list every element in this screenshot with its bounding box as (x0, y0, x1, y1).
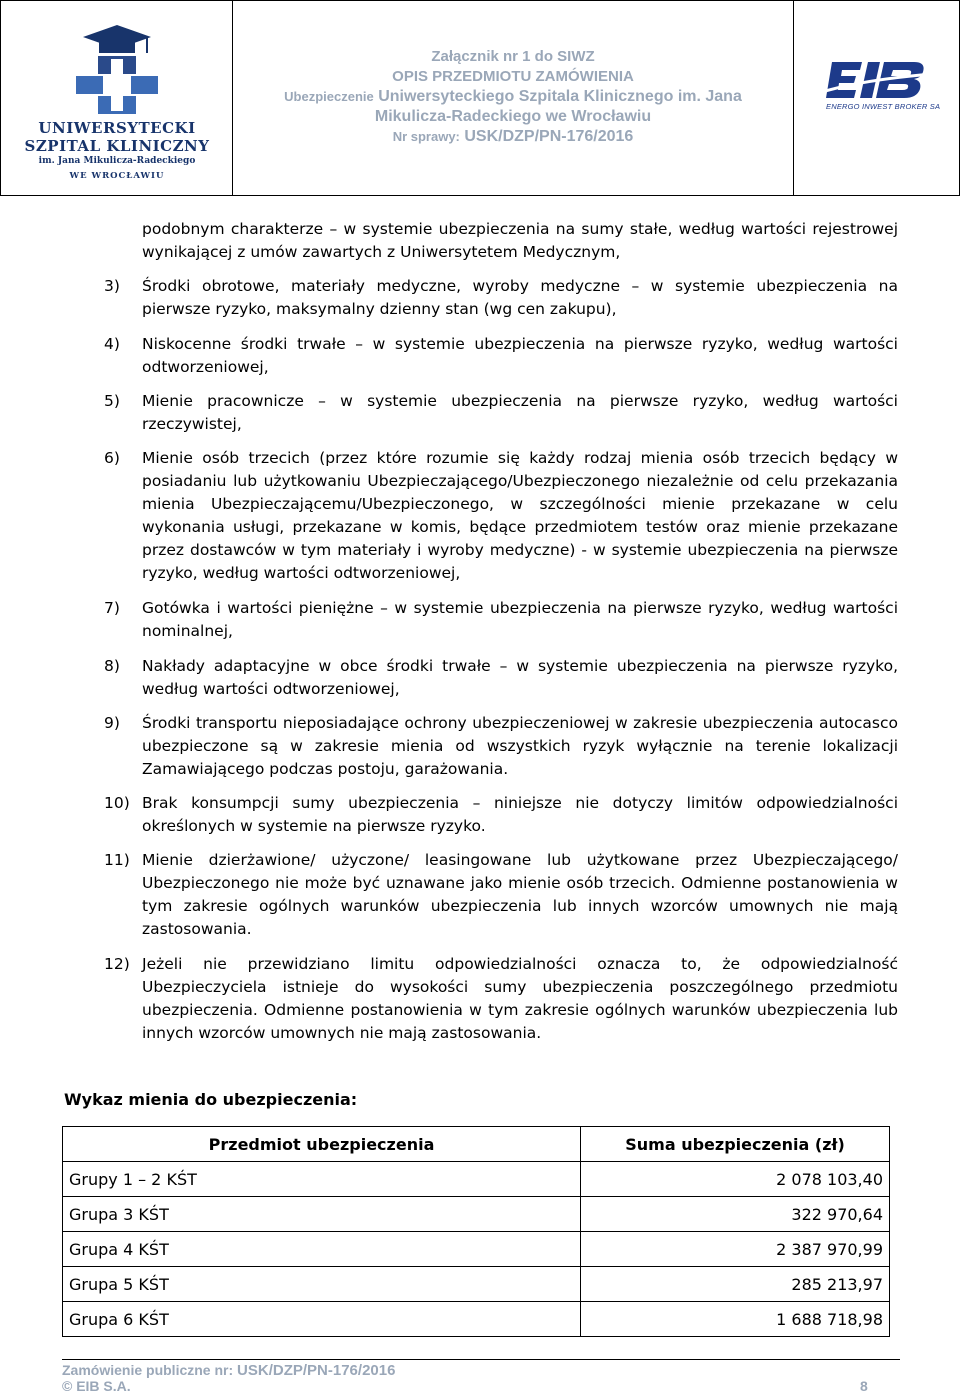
list-item-text: Brak konsumpcji sumy ubezpieczenia – niniejsze nie dotyczy limitów odpowiedzialności określonych w systemie na pierwsze ryzyko. (142, 794, 898, 835)
list-item (104, 792, 898, 838)
list-item-text: Nakłady adaptacyjne w obce środki trwałe – w systemie ubezpieczenia na pierwsze ryzyko, według wartości odtworzeniowej, (142, 657, 898, 698)
table-row (63, 1302, 890, 1337)
list-item (104, 655, 898, 701)
broker-logo (794, 1, 959, 195)
page-header (0, 0, 960, 196)
list-item-number: 3) (104, 277, 120, 295)
case-number-code: USK/DZP/PN-176/2016 (464, 128, 634, 145)
assets-table (62, 1126, 890, 1337)
list-item (104, 390, 898, 436)
asset-name-cell: Grupa 6 KŚT (63, 1302, 581, 1337)
asset-value-cell: 2 078 103,40 (581, 1162, 890, 1197)
subject-prefix: Ubezpieczenie (284, 89, 374, 104)
list-item-number: 11) (104, 851, 130, 869)
page-number: 8 (860, 1378, 868, 1394)
asset-name-cell: Grupa 5 KŚT (63, 1267, 581, 1302)
column-header-subject: Przedmiot ubezpieczenia (63, 1127, 581, 1162)
hospital-name-line2: SZPITAL KLINICZNY (24, 137, 210, 155)
list-item-text: Niskocenne środki trwałe – w systemie ubezpieczenia na pierwsze ryzyko, według wartości odtworzeniowej, (142, 335, 898, 376)
list-item-text: Mienie dzierżawione/ użyczone/ leasingowane lub użytkowane przez Ubezpieczającego/ Ubezpieczonego nie może być uznawane jako mienie osób trzecich. Odmienne postanowienia w tym zakresie ogólnych warunków ubezpieczenia lub innych wzorców umownych nie mają zastosowania. (142, 851, 898, 938)
list-item-text: Mienie osób trzecich (przez które rozumie się każdy rodzaj mienia osób trzecich będący w posiadaniu lub użytkowaniu Ubezpieczającego/Ubezpieczonego niezależnie od celu przekazania mienia Ubezpieczającemu/Ubezpieczonego, w szczególności mienie przekazane w celu wykonania usługi, przekazane w komis, będące przedmiotem testów oraz mienie przekazane przez dostawców w tym materiały i wyroby medyczne) - w systemie ubezpieczenia na pierwsze ryzyko, według wartości odtworzeniowej, (142, 449, 898, 582)
subject-rest: Uniwersyteckiego Szpitala Klinicznego im. Jana (378, 88, 742, 105)
list-item (104, 712, 898, 781)
table-header-row (63, 1127, 890, 1162)
asset-value-cell: 285 213,97 (581, 1267, 890, 1302)
asset-value-cell: 1 688 718,98 (581, 1302, 890, 1337)
asset-value-cell: 2 387 970,99 (581, 1232, 890, 1267)
table-row (63, 1197, 890, 1232)
subject-line1 (233, 87, 793, 107)
list-item (104, 275, 898, 321)
table-row (63, 1267, 890, 1302)
intro-paragraph: podobnym charakterze – w systemie ubezpieczenia na sumy stałe, według wartości rejestrowej wynikającej z umów zawartych z Uniwersytetem Medycznym, (142, 220, 898, 261)
footer-copyright: © EIB S.A. (62, 1378, 131, 1394)
footer-order-number (62, 1362, 395, 1379)
eib-logo-icon (822, 56, 934, 104)
footer-divider (62, 1359, 900, 1360)
list-item-text: Jeżeli nie przewidziano limitu odpowiedzialności oznacza to, że odpowiedzialność Ubezpieczyciela istnieje do wysokości sumy ubezpieczenia poszczególnego przedmiotu ubezpieczenia. Odmienne postanowienia w tym zakresie ogólnych warunków ubezpieczenia lub innych wzorców umownych nie mają zastosowania. (142, 955, 898, 1042)
hospital-emblem-icon (1, 1, 233, 119)
list-item (104, 597, 898, 643)
list-item-number: 10) (104, 794, 130, 812)
document-type: OPIS PRZEDMIOTU ZAMÓWIENIA (392, 68, 634, 85)
case-number-line (233, 127, 793, 147)
list-item-number: 9) (104, 714, 120, 732)
list-item (104, 333, 898, 379)
list-item (104, 849, 898, 941)
asset-name-cell: Grupa 4 KŚT (63, 1232, 581, 1267)
list-item-number: 8) (104, 657, 120, 675)
footer-order-label: Zamówienie publiczne nr: (62, 1362, 234, 1378)
case-number-label: Nr sprawy: (392, 129, 460, 144)
subject-line2: Mikulicza-Radeckiego we Wrocławiu (374, 108, 652, 125)
list-item-number: 6) (104, 449, 120, 467)
header-title-block (233, 1, 794, 195)
broker-subtitle: ENERGO INWEST BROKER SA (826, 102, 941, 111)
list-item-text: Mienie pracownicze – w systemie ubezpieczenia na pierwsze ryzyko, według wartości rzeczywistej, (142, 392, 898, 433)
list-item-number: 5) (104, 392, 120, 410)
table-row (63, 1232, 890, 1267)
column-header-sum: Suma ubezpieczenia (zł) (581, 1127, 890, 1162)
hospital-name-line3: im. Jana Mikulicza-Radeckiego (38, 156, 196, 166)
list-item (104, 953, 898, 1045)
assets-section-title: Wykaz mienia do ubezpieczenia: (64, 1090, 358, 1109)
asset-value-cell: 322 970,64 (581, 1197, 890, 1232)
list-item-number: 7) (104, 599, 120, 617)
asset-name-cell: Grupa 3 KŚT (63, 1197, 581, 1232)
attachment-label: Załącznik nr 1 do SIWZ (431, 48, 595, 65)
list-item-text: Gotówka i wartości pieniężne – w systemie ubezpieczenia na pierwsze ryzyko, według wartości nominalnej, (142, 599, 898, 640)
list-item-text: Środki transportu nieposiadające ochrony ubezpieczeniowej w zakresie ubezpieczenia autocasco ubezpieczone są w zakresie mienia od wszystkich ryzyk wyłącznie na terenie lokalizacji Zamawiającego podczas postoju, garażowania. (142, 714, 898, 778)
asset-name-cell: Grupy 1 – 2 KŚT (63, 1162, 581, 1197)
list-item (104, 447, 898, 585)
list-item-number: 12) (104, 955, 130, 973)
hospital-logo (1, 1, 233, 195)
footer-order-code: USK/DZP/PN-176/2016 (237, 1362, 396, 1379)
hospital-name-line1: UNIWERSYTECKI (38, 119, 196, 137)
table-row (63, 1162, 890, 1197)
list-item-number: 4) (104, 335, 120, 353)
hospital-name-line4: WE WROCŁAWIU (69, 171, 165, 181)
list-item-text: Środki obrotowe, materiały medyczne, wyroby medyczne – w systemie ubezpieczenia na pierwsze ryzyko, maksymalny dzienny stan (wg cen zakupu), (142, 277, 898, 318)
